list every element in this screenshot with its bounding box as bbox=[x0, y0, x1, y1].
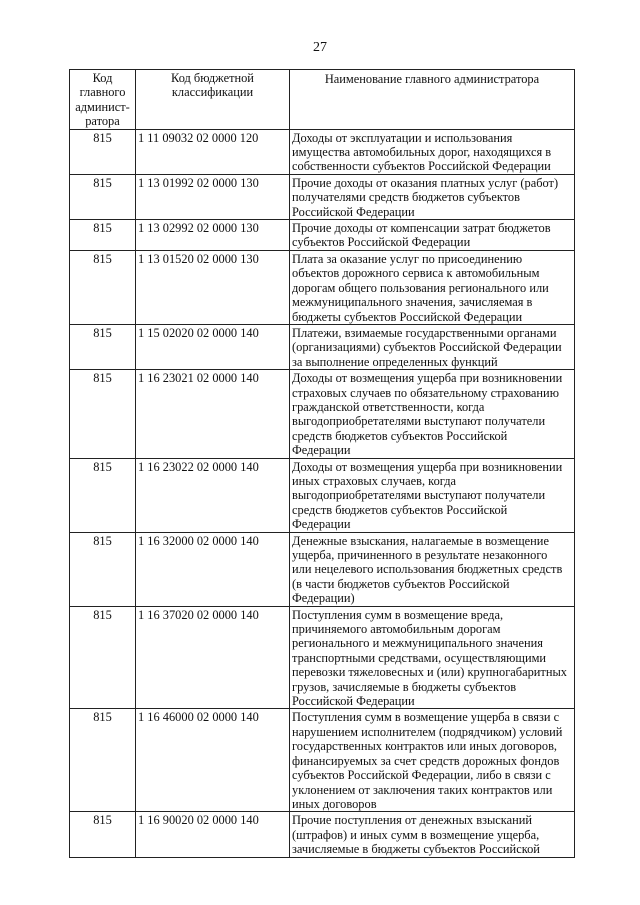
budget-code-cell: 1 16 90020 02 0000 140 bbox=[136, 812, 290, 857]
admin-name-cell bbox=[290, 220, 575, 251]
admin-name-line: Российской Федерации bbox=[292, 694, 415, 709]
admin-name-line: Прочие доходы от компенсации затрат бюджетов bbox=[292, 221, 551, 236]
admin-code-cell: 815 bbox=[70, 250, 136, 324]
admin-name-line: средств бюджетов субъектов Российской bbox=[292, 502, 508, 517]
admin-name-line: Прочие поступления от денежных взысканий bbox=[292, 813, 533, 828]
admin-name-line: субъектов Российской Федерации bbox=[292, 235, 471, 250]
admin-name-line: причиняемого автомобильным дорогам bbox=[292, 622, 501, 637]
admin-name-line: Доходы от эксплуатации и использования bbox=[292, 130, 513, 145]
admin-name-line: Федерации bbox=[292, 443, 351, 458]
budget-code-cell: 1 13 01992 02 0000 130 bbox=[136, 174, 290, 219]
admin-name-line: (штрафов) и иных сумм в возмещение ущерба, bbox=[292, 827, 540, 842]
admin-code-cell: 815 bbox=[70, 129, 136, 174]
header-admin-name bbox=[290, 70, 575, 130]
table-row bbox=[70, 458, 575, 532]
budget-code-cell: 1 11 09032 02 0000 120 bbox=[136, 129, 290, 174]
admin-name-line: государственных контрактов или иных договоров, bbox=[292, 739, 558, 754]
admin-name-line: страховых случаев по обязательному страхованию bbox=[292, 385, 559, 400]
table-row bbox=[70, 250, 575, 324]
table-row bbox=[70, 370, 575, 458]
admin-name-line: выгодоприобретателями выступают получатели bbox=[292, 488, 546, 503]
budget-code-cell: 1 13 01520 02 0000 130 bbox=[136, 250, 290, 324]
admin-name-line: нарушением исполнителем (подрядчиком) условий bbox=[292, 724, 563, 739]
table-row bbox=[70, 812, 575, 857]
header-budget-code-line: классификации bbox=[171, 85, 254, 100]
table-row bbox=[70, 174, 575, 219]
header-admin-code bbox=[70, 70, 136, 130]
admin-name-line: средств бюджетов субъектов Российской bbox=[292, 428, 508, 443]
admin-name-line: регионального и межмуниципального значения bbox=[292, 636, 543, 651]
admin-name-cell bbox=[290, 812, 575, 857]
admin-name-line: Плата за оказание услуг по присоединению bbox=[292, 251, 523, 266]
admin-name-line: за выполнение определенных функций bbox=[292, 354, 498, 369]
page-number: 27 bbox=[313, 40, 327, 55]
admin-name-line: выгодоприобретателями выступают получатели bbox=[292, 414, 546, 429]
header-admin-code-line: админист- bbox=[75, 99, 130, 114]
header-admin-code-line: главного bbox=[79, 85, 126, 100]
admin-code-cell: 815 bbox=[70, 812, 136, 857]
admin-name-cell bbox=[290, 458, 575, 532]
table-row bbox=[70, 129, 575, 174]
admin-code-cell: 815 bbox=[70, 709, 136, 812]
header-row bbox=[70, 70, 575, 130]
budget-code-cell: 1 16 46000 02 0000 140 bbox=[136, 709, 290, 812]
budget-classification-table bbox=[69, 69, 575, 858]
admin-name-cell bbox=[290, 709, 575, 812]
table-body bbox=[70, 129, 575, 857]
admin-name-line: иных страховых случаев, когда bbox=[292, 473, 457, 488]
admin-name-line: Поступления сумм в возмещение ущерба в связи с bbox=[292, 710, 560, 725]
admin-name-line: гражданской ответственности, когда bbox=[292, 399, 485, 414]
admin-name-line: бюджеты субъектов Российской Федерации bbox=[292, 309, 523, 324]
budget-code-cell: 1 16 32000 02 0000 140 bbox=[136, 532, 290, 606]
admin-name-line: Доходы от возмещения ущерба при возникновении bbox=[292, 371, 563, 386]
header-admin-name-line: Наименование главного администратора bbox=[324, 72, 540, 86]
admin-name-line: Денежные взыскания, налагаемые в возмещение bbox=[292, 533, 549, 548]
admin-name-line: Поступления сумм в возмещение вреда, bbox=[292, 607, 504, 622]
budget-code-cell: 1 16 23022 02 0000 140 bbox=[136, 458, 290, 532]
header-budget-code bbox=[136, 70, 290, 130]
admin-name-line: перевозки тяжеловесных и (или) крупногабаритных bbox=[292, 665, 567, 680]
admin-name-cell bbox=[290, 606, 575, 709]
admin-name-line: ущерба, причиненного в результате незаконного bbox=[292, 548, 548, 562]
admin-code-cell: 815 bbox=[70, 458, 136, 532]
budget-code-cell: 1 13 02992 02 0000 130 bbox=[136, 220, 290, 251]
admin-name-line: Прочие доходы от оказания платных услуг (работ) bbox=[292, 175, 559, 190]
admin-name-line: собственности субъектов Российской Федерации bbox=[292, 159, 551, 174]
header-admin-code-line: Код bbox=[92, 71, 113, 85]
table-row bbox=[70, 324, 575, 369]
admin-name-line: Доходы от возмещения ущерба при возникновении bbox=[292, 459, 563, 474]
admin-name-line: (организациями) субъектов Российской Федерации bbox=[292, 340, 562, 355]
admin-name-cell bbox=[290, 174, 575, 219]
admin-name-line: Российской Федерации bbox=[292, 204, 415, 219]
admin-name-line: уклонением от заключения таких контрактов или bbox=[292, 782, 553, 797]
admin-name-line: иных договоров bbox=[292, 796, 377, 811]
table-row bbox=[70, 532, 575, 606]
admin-name-cell bbox=[290, 129, 575, 174]
budget-code-cell: 1 16 37020 02 0000 140 bbox=[136, 606, 290, 709]
admin-name-line: грузов, зачисляемые в бюджеты субъектов bbox=[292, 679, 517, 694]
admin-code-cell: 815 bbox=[70, 606, 136, 709]
table-row bbox=[70, 709, 575, 812]
admin-name-line: (в части бюджетов субъектов Российской bbox=[292, 576, 510, 591]
admin-name-line: транспортными средствами, осуществляющими bbox=[292, 650, 547, 665]
admin-code-cell: 815 bbox=[70, 532, 136, 606]
admin-name-line: межмуниципального значения, зачисляемая в bbox=[292, 295, 533, 310]
admin-name-line: дорогам общего пользования регионального или bbox=[292, 280, 549, 295]
admin-name-cell bbox=[290, 370, 575, 458]
header-budget-code-line: Код бюджетной bbox=[171, 71, 254, 85]
admin-name-cell bbox=[290, 532, 575, 606]
budget-code-cell: 1 15 02020 02 0000 140 bbox=[136, 324, 290, 369]
table-row bbox=[70, 606, 575, 709]
admin-name-line: Федерации bbox=[292, 517, 351, 532]
table-header bbox=[70, 70, 575, 130]
admin-name-line: или нецелевого использования бюджетных средств bbox=[292, 562, 563, 577]
table-row bbox=[70, 220, 575, 251]
admin-name-line: получателями средств бюджетов субъектов bbox=[292, 190, 520, 205]
admin-name-line: объектов дорожного сервиса к автомобильным bbox=[292, 266, 540, 281]
admin-name-line: Федерации) bbox=[292, 591, 355, 606]
budget-code-cell: 1 16 23021 02 0000 140 bbox=[136, 370, 290, 458]
admin-code-cell: 815 bbox=[70, 174, 136, 219]
admin-name-line: субъектов Российской Федерации, либо в связи с bbox=[292, 768, 551, 783]
admin-name-line: имущества автомобильных дорог, находящихся в bbox=[292, 145, 552, 160]
admin-name-cell bbox=[290, 324, 575, 369]
admin-code-cell: 815 bbox=[70, 370, 136, 458]
admin-code-cell: 815 bbox=[70, 324, 136, 369]
admin-name-line: финансируемых за счет средств дорожных фондов bbox=[292, 753, 560, 768]
admin-name-cell bbox=[290, 250, 575, 324]
admin-name-line: Платежи, взимаемые государственными органами bbox=[292, 325, 557, 340]
admin-code-cell: 815 bbox=[70, 220, 136, 251]
admin-name-line: зачисляемые в бюджеты субъектов Российской bbox=[292, 842, 540, 857]
header-admin-code-line: ратора bbox=[85, 114, 120, 129]
